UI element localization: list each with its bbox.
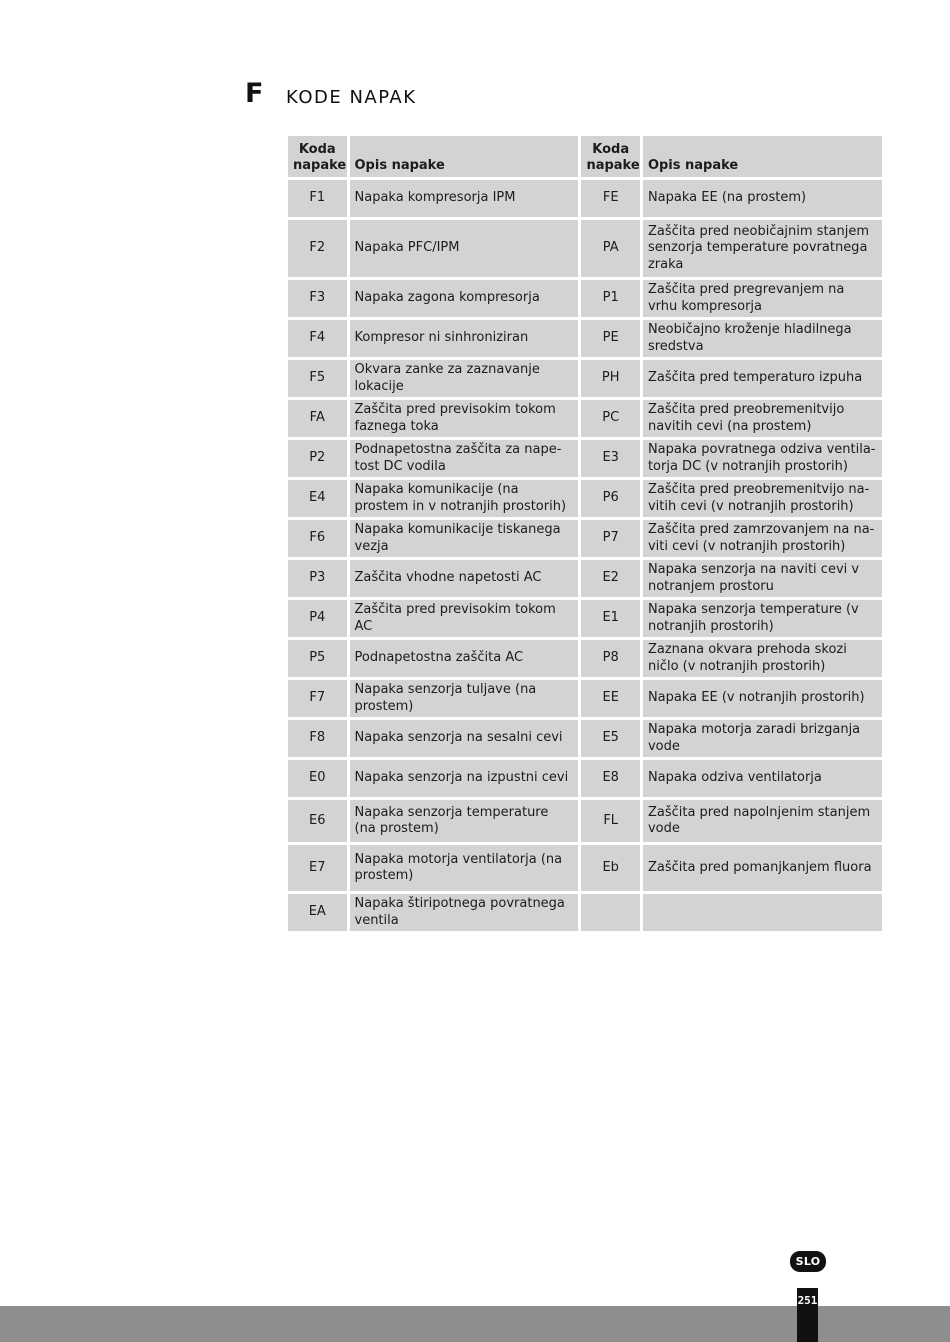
table-row [288,640,882,677]
error-description-right: Napaka povratnega odziva ventila-torja DC (v notranjih prostorih) [643,440,882,477]
error-description-left: Napaka senzorja temperature (na prostem) [350,800,579,842]
error-description-left: Napaka motorja ventilatorja (na prostem) [350,845,579,891]
table-row [288,440,882,477]
table-header-row [288,136,882,177]
table-row [288,220,882,277]
error-code-right: E8 [581,760,640,797]
error-description-left: Zaščita pred previsokim tokom faznega toka [350,400,579,437]
header-code-right: Koda napake [581,136,640,177]
table-row [288,400,882,437]
error-code-right: PA [581,220,640,277]
error-code-right: Eb [581,845,640,891]
error-description-left: Napaka zagona kompresorja [350,280,579,317]
error-description-left: Okvara zanke za zaznavanje lokacije [350,360,579,397]
error-code-right: E5 [581,720,640,757]
error-description-left: Napaka senzorja na izpustni cevi [350,760,579,797]
error-description-right [643,894,882,931]
error-description-left: Kompresor ni sinhroniziran [350,320,579,357]
table-row [288,720,882,757]
error-codes-table [285,133,885,934]
error-code-left: F1 [288,180,347,217]
error-code-left: P5 [288,640,347,677]
error-code-left: F8 [288,720,347,757]
error-description-right: Napaka odziva ventilatorja [643,760,882,797]
header-description-left: Opis napake [350,136,579,177]
table-row [288,320,882,357]
error-description-left: Napaka kompresorja IPM [350,180,579,217]
error-description-right: Napaka senzorja na naviti cevi v notranjem prostoru [643,560,882,597]
error-code-left: F2 [288,220,347,277]
error-description-left: Zaščita vhodne napetosti AC [350,560,579,597]
error-description-right: Zaščita pred preobremenitvijo na-vitih cevi (v notranjih prostorih) [643,480,882,517]
error-description-left: Napaka komunikacije tiskanega vezja [350,520,579,557]
table-row [288,180,882,217]
error-code-left: E0 [288,760,347,797]
error-code-right [581,894,640,931]
error-code-right: FE [581,180,640,217]
table-row [288,560,882,597]
error-description-left: Napaka komunikacije (na prostem in v notranjih prostorih) [350,480,579,517]
table-row [288,845,882,891]
error-code-left: P4 [288,600,347,637]
error-description-left: Napaka PFC/IPM [350,220,579,277]
language-badge: SLO [790,1251,826,1272]
error-description-right: Zaščita pred neobičajnim stanjem senzorja temperature povratnega zraka [643,220,882,277]
error-description-right: Zaščita pred pomanjkanjem fluora [643,845,882,891]
error-code-left: F4 [288,320,347,357]
table-row [288,280,882,317]
error-description-right: Zaščita pred pregrevanjem na vrhu kompresorja [643,280,882,317]
error-code-left: FA [288,400,347,437]
error-code-right: EE [581,680,640,717]
error-code-right: P1 [581,280,640,317]
error-description-right: Napaka EE (v notranjih prostorih) [643,680,882,717]
error-code-left: F7 [288,680,347,717]
error-code-right: P8 [581,640,640,677]
section-title: KODE NAPAK [286,87,417,108]
error-description-right: Napaka EE (na prostem) [643,180,882,217]
table-row [288,600,882,637]
error-description-right: Zaščita pred zamrzovanjem na na-viti cevi (v notranjih prostorih) [643,520,882,557]
error-description-right: Neobičajno kroženje hladilnega sredstva [643,320,882,357]
error-description-left: Napaka štiripotnega povratnega ventila [350,894,579,931]
error-code-right: E2 [581,560,640,597]
error-code-right: E1 [581,600,640,637]
error-description-right: Zaščita pred preobremenitvijo navitih cevi (na prostem) [643,400,882,437]
error-code-left: E4 [288,480,347,517]
section-letter: F [245,78,264,109]
table-row [288,360,882,397]
error-description-right: Zaznana okvara prehoda skozi ničlo (v notranjih prostorih) [643,640,882,677]
error-code-right: PC [581,400,640,437]
error-description-left: Zaščita pred previsokim tokom AC [350,600,579,637]
error-code-right: P6 [581,480,640,517]
error-code-right: P7 [581,520,640,557]
header-description-right: Opis napake [643,136,882,177]
error-code-right: PH [581,360,640,397]
error-code-right: PE [581,320,640,357]
error-code-left: E7 [288,845,347,891]
error-code-left: F6 [288,520,347,557]
error-code-left: EA [288,894,347,931]
table-row [288,894,882,931]
error-code-right: FL [581,800,640,842]
error-description-right: Zaščita pred temperaturo izpuha [643,360,882,397]
error-description-left: Podnapetostna zaščita za nape-tost DC vodila [350,440,579,477]
table-row [288,680,882,717]
error-code-right: E3 [581,440,640,477]
error-code-left: E6 [288,800,347,842]
page-number: 251 [797,1288,818,1342]
error-description-right: Napaka senzorja temperature (v notranjih prostorih) [643,600,882,637]
error-description-right: Zaščita pred napolnjenim stanjem vode [643,800,882,842]
header-code-left: Koda napake [288,136,347,177]
error-code-left: F3 [288,280,347,317]
error-description-left: Napaka senzorja tuljave (na prostem) [350,680,579,717]
error-code-left: P3 [288,560,347,597]
error-description-left: Napaka senzorja na sesalni cevi [350,720,579,757]
error-code-left: P2 [288,440,347,477]
error-code-left: F5 [288,360,347,397]
error-description-left: Podnapetostna zaščita AC [350,640,579,677]
table-row [288,800,882,842]
table-row [288,760,882,797]
table-body [288,180,882,931]
table-row [288,520,882,557]
table-row [288,480,882,517]
error-description-right: Napaka motorja zaradi brizganja vode [643,720,882,757]
